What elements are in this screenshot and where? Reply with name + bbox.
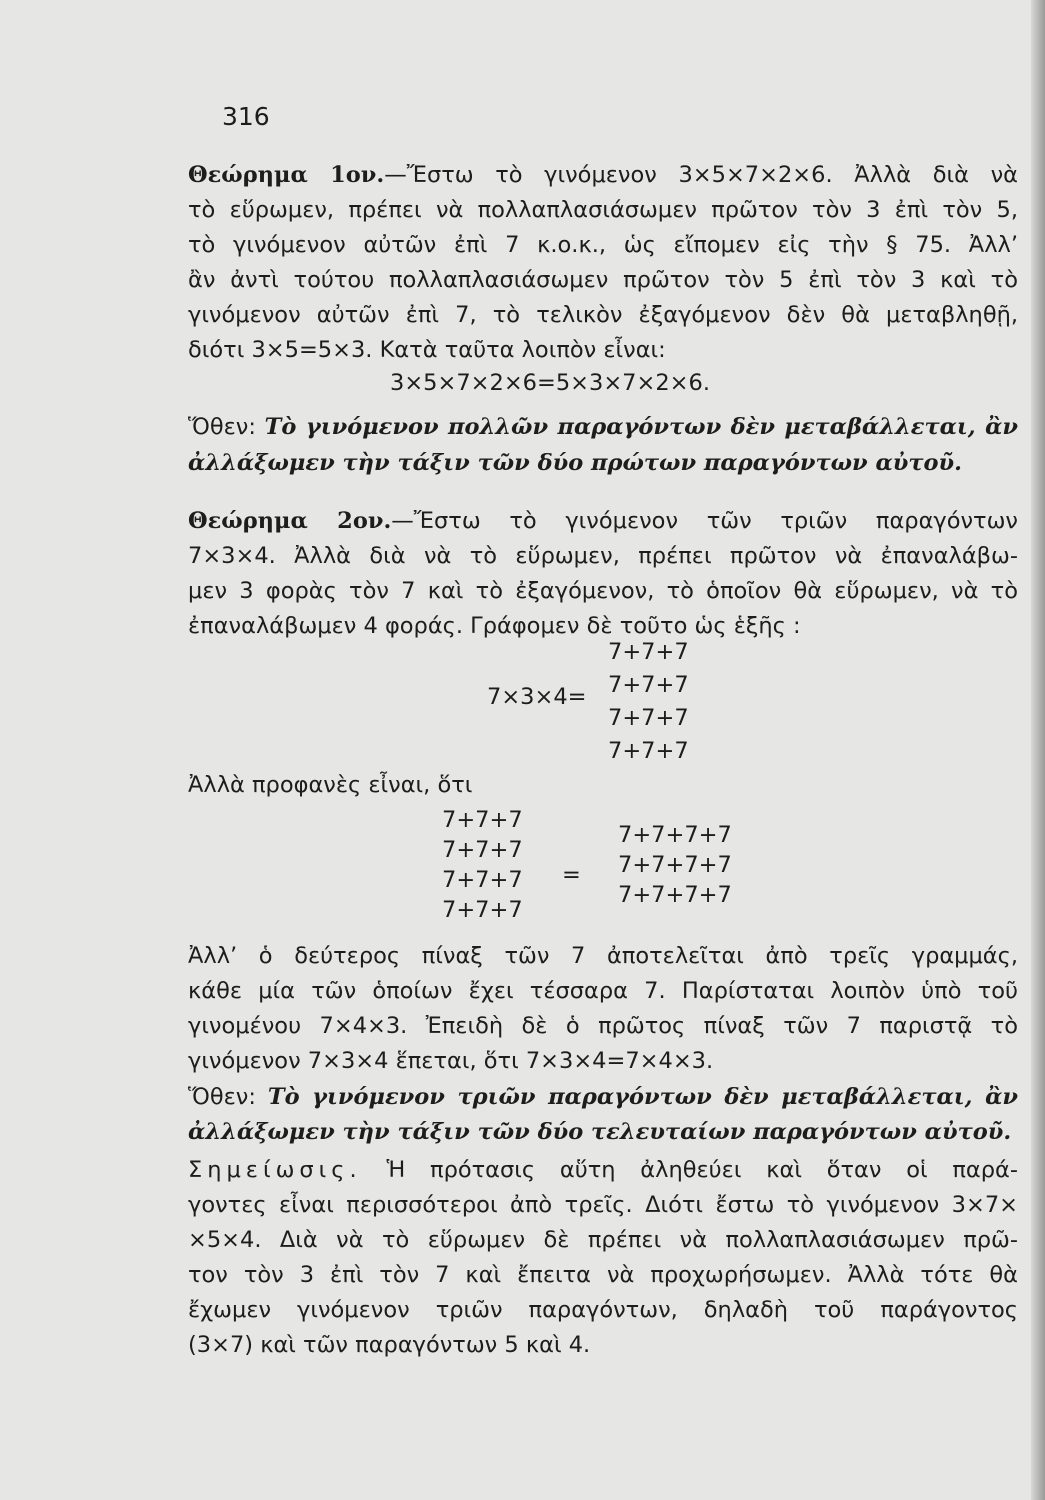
sum-row: 7+7+7 bbox=[608, 738, 689, 764]
theorem1-line-5: γινόμενον αὐτῶν ἐπὶ 7, τὸ τελικὸν ἐξαγόμενον δὲν θὰ μεταβληθῇ, bbox=[188, 302, 1018, 328]
remark-heading: Σημείωσις. bbox=[188, 1157, 362, 1183]
theorem2-line-3: μεν 3 φορὰς τὸν 7 καὶ τὸ ἐξαγόμενον, τὸ ὁποῖον θὰ εὕρωμεν, νὰ τὸ bbox=[188, 578, 1018, 604]
right-table-row: 7+7+7+7 bbox=[618, 852, 732, 878]
theorem2-heading: Θεώρημα 2ον. bbox=[188, 508, 392, 534]
tables-equals-sign: = bbox=[562, 862, 581, 888]
remark-line-6: (3×7) καὶ τῶν παραγόντων 5 καὶ 4. bbox=[188, 1332, 591, 1358]
left-table-row: 7+7+7 bbox=[442, 897, 523, 923]
theorem1-line-6: διότι 3×5=5×3. Κατὰ ταῦτα λοιπὸν εἶναι: bbox=[188, 337, 666, 363]
but-obvious-line: Ἀλλὰ προφανὲς εἶναι, ὅτι bbox=[188, 772, 473, 798]
right-table-row: 7+7+7+7 bbox=[618, 882, 732, 908]
theorem2-after-line-3: γινομένου 7×4×3. Ἐπειδὴ δὲ ὁ πρῶτος πίναξ τῶν 7 παριστᾷ τὸ bbox=[188, 1013, 1018, 1039]
theorem2-line-2: 7×3×4. Ἀλλὰ διὰ νὰ τὸ εὕρωμεν, πρέπει πρῶτον νὰ ἐπαναλάβω- bbox=[188, 543, 1018, 569]
theorem2-after-line-4: γινόμενον 7×3×4 ἕπεται, ὅτι 7×3×4=7×4×3. bbox=[188, 1048, 714, 1074]
theorem2-lhs: 7×3×4= bbox=[487, 684, 587, 710]
left-table-row: 7+7+7 bbox=[442, 837, 523, 863]
theorem1-conclusion-line-2: ἀλλάξωμεν τὴν τάξιν τῶν δύο πρώτων παραγόντων αὐτοῦ. bbox=[188, 450, 962, 476]
left-table bbox=[442, 805, 523, 925]
theorem1-line-2: τὸ εὕρωμεν, πρέπει νὰ πολλαπλασιάσωμεν πρῶτον τὸν 3 ἐπὶ τὸν 5, bbox=[188, 197, 1018, 223]
right-table-row: 7+7+7+7 bbox=[618, 822, 732, 848]
theorem2-conclusion-line-2: ἀλλάξωμεν τὴν τάξιν τῶν δύο τελευταίων παραγόντων αὐτοῦ. bbox=[188, 1119, 1012, 1145]
sum-stack bbox=[608, 636, 689, 768]
right-table bbox=[618, 820, 732, 910]
sum-row: 7+7+7 bbox=[608, 672, 689, 698]
remark-line-1: Σημείωσις. Ἡ πρότασις αὕτη ἀληθεύει καὶ ὅταν οἱ παρά- bbox=[188, 1157, 1019, 1183]
theorem1-line-1: Θεώρημα 1ον.—Ἔστω τὸ γινόμενον 3×5×7×2×6. Ἀλλὰ διὰ νὰ bbox=[188, 162, 1018, 188]
theorem2-conclusion-line-1: Ὅθεν: Τὸ γινόμενον τριῶν παραγόντων δὲν μεταβάλλεται, ἂν bbox=[188, 1084, 1019, 1110]
remark-line-2: γοντες εἶναι περισσότεροι ἀπὸ τρεῖς. Διότι ἔστω τὸ γινόμενον 3×7× bbox=[188, 1192, 1018, 1218]
theorem1-heading: Θεώρημα 1ον. bbox=[188, 162, 385, 188]
page-number: 316 bbox=[222, 102, 270, 131]
remark-line-5: ἔχωμεν γινόμενον τριῶν παραγόντων, δηλαδὴ τοῦ παράγοντος bbox=[188, 1297, 1018, 1323]
remark-line-3: ×5×4. Διὰ νὰ τὸ εὕρωμεν δὲ πρέπει νὰ πολλαπλασιάσωμεν πρῶ- bbox=[188, 1227, 1018, 1253]
theorem1-equation: 3×5×7×2×6=5×3×7×2×6. bbox=[390, 370, 710, 396]
theorem1-line-4: ἂν ἀντὶ τούτου πολλαπλασιάσωμεν πρῶτον τὸν 5 ἐπὶ τὸν 3 καὶ τὸ bbox=[188, 267, 1018, 293]
left-table-row: 7+7+7 bbox=[442, 807, 523, 833]
remark-line-4: τον τὸν 3 ἐπὶ τὸν 7 καὶ ἔπειτα νὰ προχωρήσωμεν. Ἀλλὰ τότε θὰ bbox=[188, 1262, 1018, 1288]
theorem1-conclusion-line-1: Ὅθεν: Τὸ γινόμενον πολλῶν παραγόντων δὲν μεταβάλλεται, ἂν bbox=[188, 414, 1018, 440]
sum-row: 7+7+7 bbox=[608, 705, 689, 731]
theorem1-line-3: τὸ γινόμενον αὐτῶν ἐπὶ 7 κ.ο.κ., ὡς εἴπομεν εἰς τὴν § 75. Ἀλλ’ bbox=[188, 232, 1018, 258]
left-table-row: 7+7+7 bbox=[442, 867, 523, 893]
sum-row: 7+7+7 bbox=[608, 639, 689, 665]
theorem2-after-line-1: Ἀλλ’ ὁ δεύτερος πίναξ τῶν 7 ἀποτελεῖται ἀπὸ τρεῖς γραμμάς, bbox=[188, 943, 1018, 969]
page-edge-shadow bbox=[1031, 0, 1045, 1500]
theorem2-line-1: Θεώρημα 2ον.—Ἔστω τὸ γινόμενον τῶν τριῶν παραγόντων bbox=[188, 508, 1019, 534]
theorem2-line-4: ἐπαναλάβωμεν 4 φοράς. Γράφομεν δὲ τοῦτο ὡς ἑξῆς : bbox=[188, 613, 801, 639]
theorem2-after-line-2: κάθε μία τῶν ὁποίων ἔχει τέσσαρα 7. Παρίσταται λοιπὸν ὑπὸ τοῦ bbox=[188, 978, 1018, 1004]
